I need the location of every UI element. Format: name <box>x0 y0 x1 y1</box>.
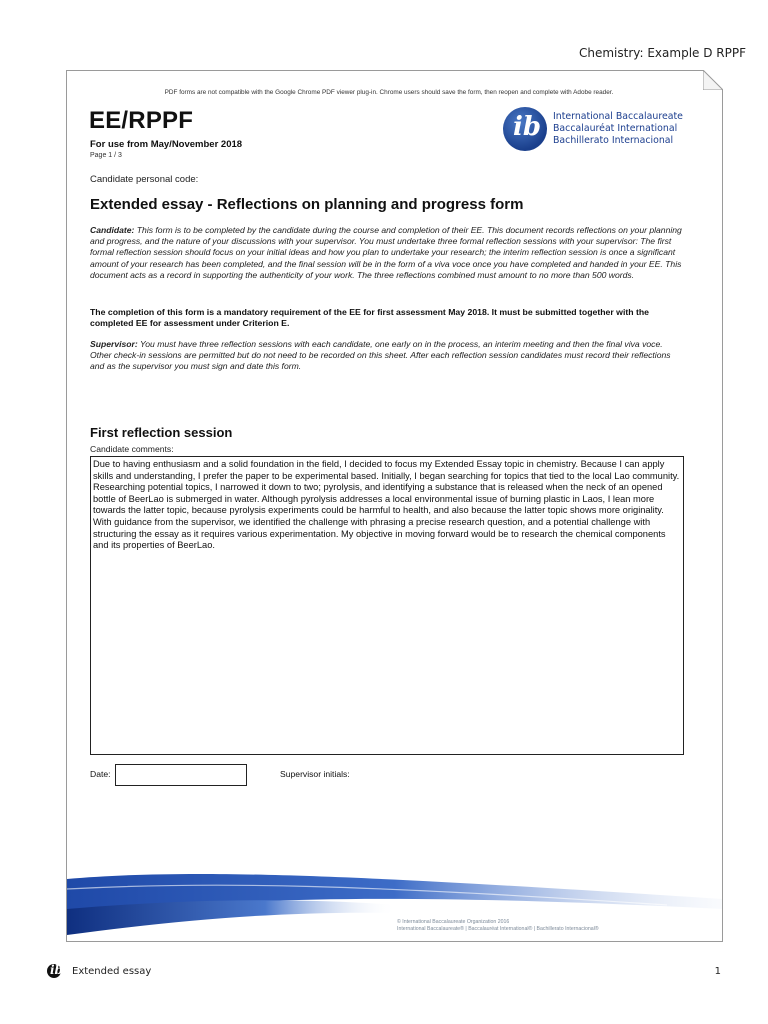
date-label: Date: <box>90 769 111 779</box>
form-title: Extended essay - Reflections on planning and progress form <box>90 196 524 213</box>
logo-name-fr: Baccalauréat International <box>553 123 678 134</box>
session-title: First reflection session <box>90 425 233 440</box>
candidate-code-label: Candidate personal code: <box>90 174 199 185</box>
candidate-instructions-text: This form is to be completed by the candidate during the course and completion of their EE. This document records reflections on your planning and progress, and the nature of your discussions with your supervisor. You must undertake three formal reflection sessions with your supervisor: The first formal reflection session should focus on your initial ideas and how you plan to undertake your research; the interim reflection session is once a significant amount of your research has been completed, and the final session will be in the form of a viva voce once you have completed and handed in your EE. This document acts as a record in supporting the authenticity of your work. The three reflections combined must amount to no more than 500 words. <box>90 225 682 280</box>
document-header-label: Chemistry: Example D RPPF <box>578 46 746 60</box>
logo-name-es: Bachillerato Internacional <box>553 135 674 146</box>
copyright-notice <box>397 919 599 932</box>
form-sheet <box>66 70 723 942</box>
candidate-label: Candidate: <box>90 225 135 235</box>
page-indicator: Page 1 / 3 <box>90 152 122 159</box>
supervisor-initials-label: Supervisor initials: <box>280 769 350 779</box>
pdf-compatibility-notice: PDF forms are not compatible with the Google Chrome PDF viewer plug-in. Chrome users should save the form, then reopen and complete with Adobe reader. <box>164 89 614 96</box>
page-fold-icon <box>703 70 723 90</box>
supervisor-instructions-text: You must have three reflection sessions with each candidate, one early on in the process, an interim meeting and then the final viva voce. Other check-in sessions are permitted but do not need to be recorded on this sheet. After each reflection session candidates must record their reflections and as the supervisor you must sign and date this form. <box>90 339 671 372</box>
footer-page-number: 1 <box>714 966 721 977</box>
candidate-comments-label: Candidate comments: <box>90 444 174 454</box>
use-from-date: For use from May/November 2018 <box>90 139 243 150</box>
candidate-comments-field[interactable] <box>90 456 684 755</box>
date-field[interactable] <box>115 764 247 786</box>
mandatory-requirement: The completion of this form is a mandatory requirement of the EE for first assessment May 2018. It must be submitted together with the completed EE for assessment under Criterion E. <box>90 307 649 329</box>
candidate-comments-text: Due to having enthusiasm and a solid foundation in the field, I decided to focus my Extended Essay topic in chemistry. Because I can apply skills and understanding, I prefer the paper to be experimental based. Initially, I began searching for topics that tied to the local Lao community. Researching potential topics, I narrowed it down to two; pyrolysis, and identifying a substance that is released when the neck of an opened bottle of BeerLao is submerged in water. Although pyrolysis addresses a local environmental issue of burning plastic in Laos, I lean more towards the latter topic, because pyrolysis experiments could be harmful to health, and also because the latter topic shows more originality. With guidance from the supervisor, we identified the challenge with phrasing a precise research question, and a potential challenge with structuring the essay as it requires various experimentation. My objective in moving forward would be to research the chemical components and its properties of BeerLao. <box>93 459 680 551</box>
ib-footer-icon: ib <box>47 964 61 978</box>
form-code: EE/RPPF <box>89 107 194 134</box>
copyright-line-2: International Baccalaureate® | Baccalauréat International® | Bachillerato Internacional® <box>397 925 599 932</box>
blue-swoosh-banner <box>67 869 722 939</box>
supervisor-instructions <box>90 339 682 373</box>
ib-seal-icon: ib <box>503 107 547 151</box>
candidate-instructions <box>90 225 682 281</box>
ib-logo <box>503 107 703 157</box>
logo-name-en: International Baccalaureate <box>553 111 683 122</box>
copyright-line-1: © International Baccalaureate Organization 2016 <box>397 919 510 925</box>
supervisor-label: Supervisor: <box>90 339 138 349</box>
footer-label: Extended essay <box>72 966 152 977</box>
